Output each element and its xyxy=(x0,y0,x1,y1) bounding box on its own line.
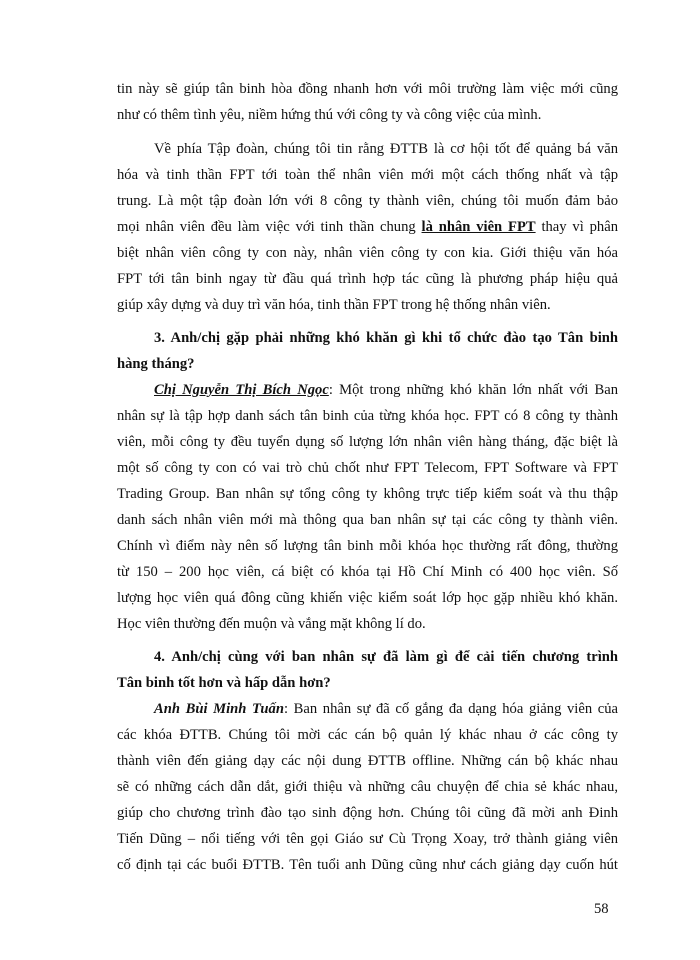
answer-3-line-1-rest: : Một trong những khó khăn lớn nhất với Ban xyxy=(328,382,618,398)
answer-3-line-2: nhân sự là tập hợp danh sách tân binh của từng khóa học. FPT có 8 công ty thành xyxy=(117,408,618,424)
emphasis-fpt-employee: là nhân viên FPT xyxy=(421,219,536,235)
page-number: 58 xyxy=(594,901,609,917)
para2-line-4-after: thay vì phân xyxy=(535,219,618,235)
speaker-bui-minh-tuan: Anh Bùi Minh Tuấn xyxy=(154,701,284,717)
question-3-line-1: 3. Anh/chị gặp phải những khó khăn gì khi tổ chức đào tạo Tân binh xyxy=(154,330,618,346)
para2-line-1: Về phía Tập đoàn, chúng tôi tin rằng ĐTTB là cơ hội tốt để quảng bá văn xyxy=(154,141,618,157)
para1-line-1: tin này sẽ giúp tân binh hòa đồng nhanh hơn với môi trường làm việc mới cũng xyxy=(117,81,618,97)
answer-3-line-5: Trading Group. Ban nhân sự tổng công ty không trực tiếp kiểm soát và thu thập xyxy=(117,486,618,502)
speaker-nguyen-thi-bich-ngoc: Chị Nguyễn Thị Bích Ngọc xyxy=(154,382,329,398)
para2-line-2: hóa và tinh thần FPT tới toàn thể nhân viên mới một cách thống nhất và tập xyxy=(117,167,618,183)
answer-3-line-7: Chính vì điểm này nên số lượng tân binh mỗi khóa học thường rất đông, thường xyxy=(117,538,618,554)
para2-line-5: biệt nhân viên công ty con này, nhân viên công ty con kia. Giới thiệu văn hóa xyxy=(117,245,618,261)
answer-4-line-4: sẽ có những cách dẫn dắt, giới thiệu và những câu chuyện để chia sẻ khác nhau, xyxy=(117,779,618,795)
para2-line-7: giúp xây dựng và duy trì văn hóa, tinh thần FPT trong hệ thống nhân viên. xyxy=(117,297,551,313)
answer-4-line-7: cố định tại các buổi ĐTTB. Tên tuổi anh Dũng cũng như cách giảng dạy cuốn hút xyxy=(117,857,618,873)
answer-3-line-10: Học viên thường đến muộn và vắng mặt không lí do. xyxy=(117,616,426,632)
para2-line-4 xyxy=(117,219,618,236)
answer-3-line-4: một số công ty con có vai trò chủ chốt như FPT Telecom, FPT Software và FPT xyxy=(117,460,618,476)
question-3-line-2: hàng tháng? xyxy=(117,356,195,372)
question-4-line-1: 4. Anh/chị cùng với ban nhân sự đã làm gì để cải tiến chương trình xyxy=(154,649,618,665)
question-4-line-2: Tân binh tốt hơn và hấp dẫn hơn? xyxy=(117,675,331,691)
answer-3-line-1 xyxy=(154,382,618,399)
answer-4-line-3: thành viên đến giảng dạy các nội dung ĐTTB offline. Những cán bộ khác nhau xyxy=(117,753,618,769)
answer-4-line-5: giúp cho chương trình đào tạo sinh động hơn. Chúng tôi cũng đã mời anh Đinh xyxy=(117,805,618,821)
answer-3-line-3: viên, mỗi công ty đều tuyển dụng số lượng lớn nhân viên hàng tháng, đặc biệt là xyxy=(117,434,618,450)
para2-line-4-before: mọi nhân viên đều làm việc với tinh thần chung xyxy=(117,219,422,235)
para1-line-2: như có thêm tình yêu, niềm hứng thú với công ty và công việc của mình. xyxy=(117,107,542,123)
answer-4-line-6: Tiến Dũng – nổi tiếng với tên gọi Giáo sư Cù Trọng Xoay, trở thành giảng viên xyxy=(117,831,618,847)
answer-3-line-9: lượng học viên quá đông cũng khiến việc kiểm soát lớp học gặp nhiều khó khăn. xyxy=(117,590,618,606)
para2-line-3: trung. Là một tập đoàn lớn với 8 công ty thành viên, chúng tôi muốn đảm bảo xyxy=(117,193,618,209)
para2-line-6: FPT tới tân binh ngay từ đầu quá trình hợp tác cũng là phương pháp hiệu quả xyxy=(117,271,618,287)
answer-4-line-1 xyxy=(154,701,618,718)
answer-4-line-1-rest: : Ban nhân sự đã cố gắng đa dạng hóa giảng viên của xyxy=(283,701,619,717)
answer-3-line-6: danh sách nhân viên mới mà thông qua ban nhân sự tại các công ty thành viên. xyxy=(117,512,618,528)
answer-4-line-2: các khóa ĐTTB. Chúng tôi mời các cán bộ quản lý khác nhau ở các công ty xyxy=(117,727,618,743)
answer-3-line-8: từ 150 – 200 học viên, cá biệt có khóa tại Hồ Chí Minh có 400 học viên. Số xyxy=(117,564,618,580)
